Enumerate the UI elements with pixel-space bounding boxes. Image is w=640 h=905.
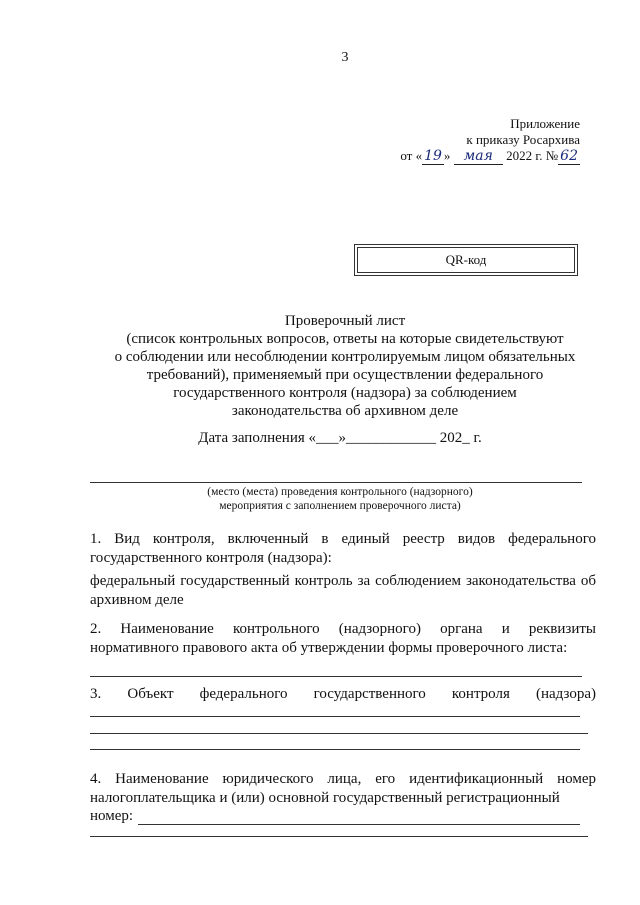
item-2-question: 2. Наименование контрольного (надзорного) органа и реквизиты нормативного правового акта об утверждении формы проверочного листа: <box>90 621 596 656</box>
item-1-answer <box>90 572 596 610</box>
title-line-4: требований), применяемый при осуществлении федерального <box>146 367 544 383</box>
item-3-word: контроля <box>451 686 510 702</box>
handwritten-number: 62 <box>560 148 578 164</box>
appendix-title: Приложение <box>510 116 580 131</box>
item-4-question: 4. Наименование юридического лица, его идентификационный номер налогоплательщика и (или) основной государственный регистрационный <box>90 771 596 806</box>
item-3-word: федерального <box>199 686 288 702</box>
fill-date: Дата заполнения «___»____________ 202_ г. <box>198 430 482 446</box>
title-line-5: государственного контроля (надзора) за соблюдением <box>173 385 517 401</box>
item-3-word: государственного <box>313 686 426 702</box>
document-title <box>80 312 610 420</box>
item-2-line <box>90 676 582 677</box>
item-3-word: Объект <box>127 686 174 702</box>
title-line-1: Проверочный лист <box>284 313 406 329</box>
item-1-question: 1. Вид контроля, включенный в единый реестр видов федерального государственного контроля (надзора): <box>90 531 596 566</box>
date-year: 2022 г. № <box>506 148 559 163</box>
item-4-line-2 <box>90 836 588 837</box>
item-4-text <box>90 770 596 808</box>
appendix-block <box>340 116 580 164</box>
item-3-line-2 <box>90 733 588 734</box>
appendix-order: к приказу Росархива <box>466 132 580 147</box>
item-3-row <box>90 685 596 704</box>
item-4-number-label: номер: <box>90 808 134 824</box>
title-line-3: о соблюдении или несоблюдении контролируемым лицом обязательных <box>114 349 576 365</box>
handwritten-month: мая <box>454 148 503 165</box>
date-mid: » <box>443 148 451 163</box>
page-number: 3 <box>341 50 349 65</box>
appendix-date <box>340 148 580 164</box>
item-3-text <box>90 685 596 704</box>
item-1-text <box>90 530 596 568</box>
qr-label: QR-код <box>445 252 487 267</box>
title-line-2: (список контрольных вопросов, ответы на которые свидетельствуют <box>126 331 564 347</box>
qr-code-box <box>354 244 578 276</box>
item-3-word: 3. <box>90 686 102 702</box>
handwritten-day: 19 <box>424 148 442 164</box>
place-caption <box>90 485 590 513</box>
item-2-text <box>90 620 596 658</box>
caption-line-2: мероприятия с заполнением проверочного листа) <box>219 500 461 512</box>
item-3-line-3 <box>90 749 580 750</box>
item-1-answer-text: федеральный государственный контроль за соблюдением законодательства об архивном деле <box>90 573 596 608</box>
item-3-word: (надзора) <box>535 686 596 702</box>
item-3-line-1 <box>90 716 580 717</box>
date-prefix: от « <box>400 148 423 163</box>
caption-line-1: (место (места) проведения контрольного (надзорного) <box>207 486 473 498</box>
item-4-number-line <box>138 824 580 825</box>
title-line-6: законодательства об архивном деле <box>231 403 459 419</box>
place-line <box>90 482 582 483</box>
